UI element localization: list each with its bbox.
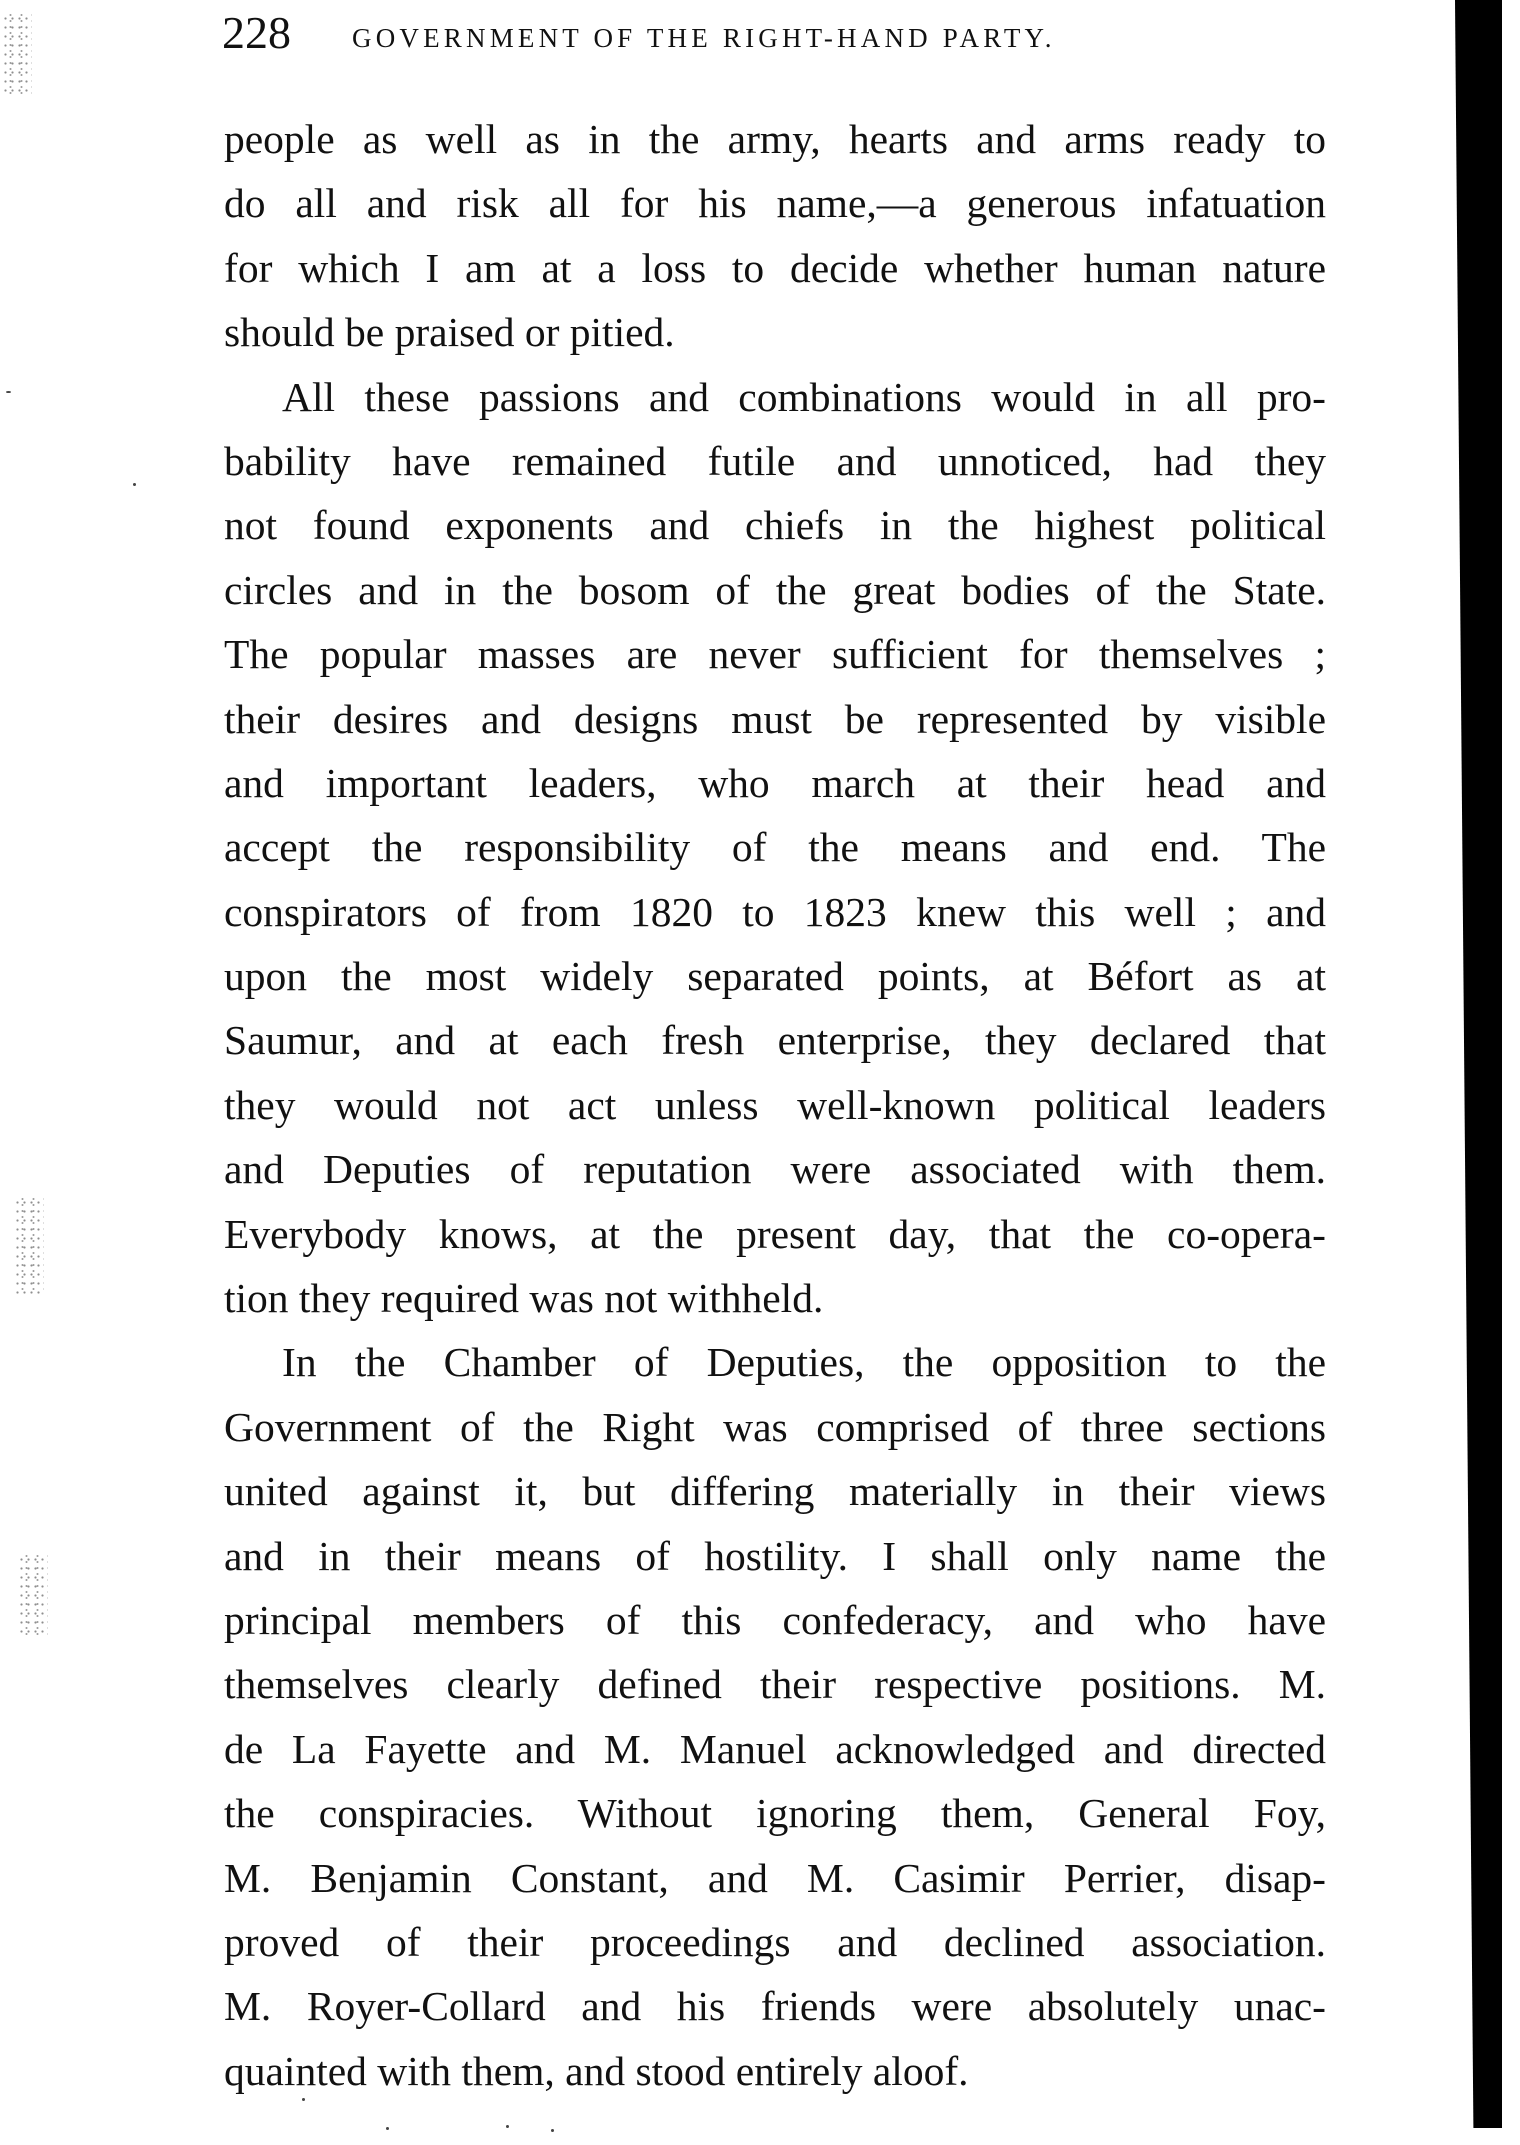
text-line: not found exponents and chiefs in the highest political	[224, 502, 1326, 549]
scan-dot	[386, 2127, 389, 2130]
text-line: the conspiracies. Without ignoring them, General Foy,	[224, 1790, 1326, 1837]
text-line: The popular masses are never sufficient for themselves ;	[224, 631, 1326, 678]
paragraph-1	[224, 107, 1326, 365]
text-line: and Deputies of reputation were associated with them.	[224, 1146, 1326, 1193]
text-line: people as well as in the army, hearts and arms ready to	[224, 116, 1326, 162]
text-line: united against it, but differing materially in their views	[224, 1468, 1326, 1515]
text-line: Government of the Right was comprised of three sections	[224, 1403, 1326, 1450]
text-line: accept the responsibility of the means and end. The	[224, 824, 1326, 871]
text-line: In the Chamber of Deputies, the opposition to the	[282, 1339, 1326, 1386]
text-line: Saumur, and at each fresh enterprise, they declared that	[224, 1017, 1326, 1064]
text-line: should be praised or pitied.	[224, 309, 675, 356]
text-line: bability have remained futile and unnoticed, had they	[224, 437, 1326, 484]
text-line: their desires and designs must be represented by visible	[224, 695, 1326, 742]
scan-speckle-top-left	[2, 14, 32, 96]
scan-speckle-lower-left	[18, 1555, 48, 1635]
text-line: circles and in the bosom of the great bodies of the State.	[224, 566, 1326, 613]
text-line: they would not act unless well-known political leaders	[224, 1081, 1326, 1128]
text-line: quainted with them, and stood entirely aloof.	[224, 2047, 969, 2094]
text-line: do all and risk all for his name,—a generous infatuation	[224, 180, 1326, 227]
text-line: tion they required was not withheld.	[224, 1275, 824, 1322]
paragraph-3	[224, 1330, 1326, 2103]
paragraph-2	[224, 365, 1326, 1331]
scan-dot	[506, 2125, 509, 2128]
text-line: M. Royer-Collard and his friends were absolutely unac-	[224, 1983, 1326, 2030]
running-head	[222, 8, 1192, 58]
scan-edge-shadow-core	[1474, 0, 1502, 2128]
scan-dot	[133, 483, 136, 486]
text-line: upon the most widely separated points, at Béfort as at	[224, 953, 1326, 1000]
running-title: GOVERNMENT OF THE RIGHT-HAND PARTY.	[352, 23, 1056, 53]
body-text	[224, 107, 1326, 2103]
scan-dot	[551, 2129, 554, 2132]
page-number: 228	[222, 7, 291, 58]
scan-speckle-mid-left	[14, 1198, 44, 1294]
text-line: for which I am at a loss to decide whether human nature	[224, 244, 1326, 291]
text-line: All these passions and combinations would in all pro-	[282, 373, 1326, 420]
text-line: Everybody knows, at the present day, that the co-opera-	[224, 1210, 1326, 1257]
text-line: and important leaders, who march at their head and	[224, 759, 1326, 806]
text-line: conspirators of from 1820 to 1823 knew this well ; and	[224, 888, 1326, 935]
text-line: themselves clearly defined their respective positions. M.	[224, 1661, 1326, 1708]
scan-dot	[6, 391, 11, 393]
text-line: de La Fayette and M. Manuel acknowledged and directed	[224, 1725, 1326, 1772]
text-line: principal members of this confederacy, and who have	[224, 1596, 1326, 1643]
text-line: and in their means of hostility. I shall only name the	[224, 1532, 1326, 1579]
text-line: proved of their proceedings and declined association.	[224, 1918, 1326, 1965]
text-line: M. Benjamin Constant, and M. Casimir Perrier, disap-	[224, 1854, 1326, 1901]
